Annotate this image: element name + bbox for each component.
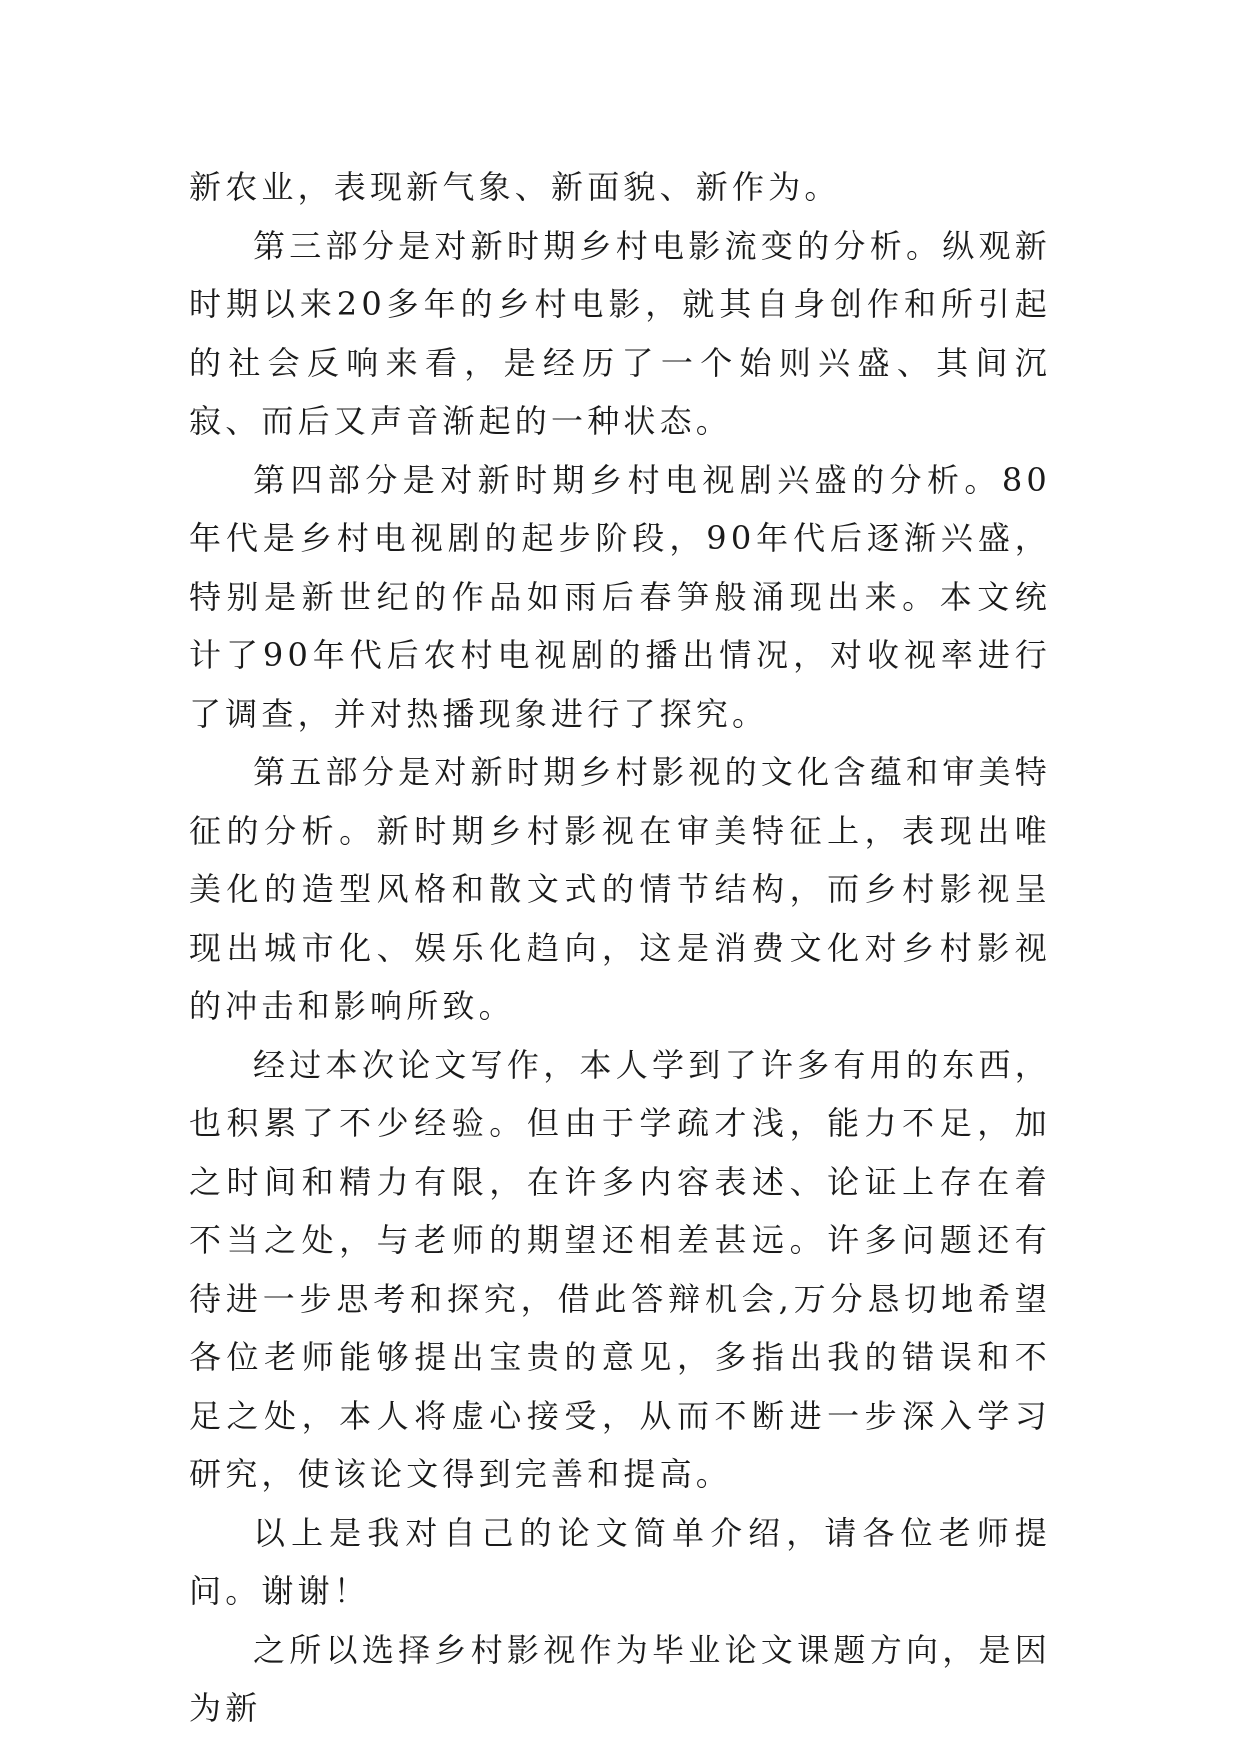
paragraph-3: 第四部分是对新时期乡村电视剧兴盛的分析。80年代是乡村电视剧的起步阶段，90年代后逐渐兴盛，特别是新世纪的作品如雨后春笋般涌现出来。本文统计了90年代后农村电视剧的播出情况，对收视率进行了调查，并对热播现象进行了探究。 [189, 460, 1051, 733]
paragraph-5: 经过本次论文写作，本人学到了许多有用的东西，也积累了不少经验。但由于学疏才浅，能力不足，加之时间和精力有限，在许多内容表述、论证上存在着不当之处，与老师的期望还相差甚远。许多问题还有待进一步思考和探究，借此答辩机会,万分恳切地希望各位老师能够提出宝贵的意见，多指出我的错误和不足之处，本人将虚心接受，从而不断进一步深入学习研究，使该论文得到完善和提高。 [189, 1045, 1051, 1493]
paragraph-7: 之所以选择乡村影视作为毕业论文课题方向，是因为新 [189, 1630, 1051, 1727]
paragraph-1: 新农业，表现新气象、新面貌、新作为。 [189, 168, 841, 206]
paragraph-2: 第三部分是对新时期乡村电影流变的分析。纵观新时期以来20多年的乡村电影，就其自身创作和所引起的社会反响来看，是经历了一个始则兴盛、其间沉寂、而后又声音渐起的一种状态。 [189, 226, 1051, 440]
document-body [189, 158, 1051, 1738]
paragraph-6: 以上是我对自己的论文简单介绍，请各位老师提问。谢谢！ [189, 1513, 1051, 1610]
paragraph-4: 第五部分是对新时期乡村影视的文化含蕴和审美特征的分析。新时期乡村影视在审美特征上，表现出唯美化的造型风格和散文式的情节结构，而乡村影视呈现出城市化、娱乐化趋向，这是消费文化对乡村影视的冲击和影响所致。 [189, 753, 1051, 1025]
